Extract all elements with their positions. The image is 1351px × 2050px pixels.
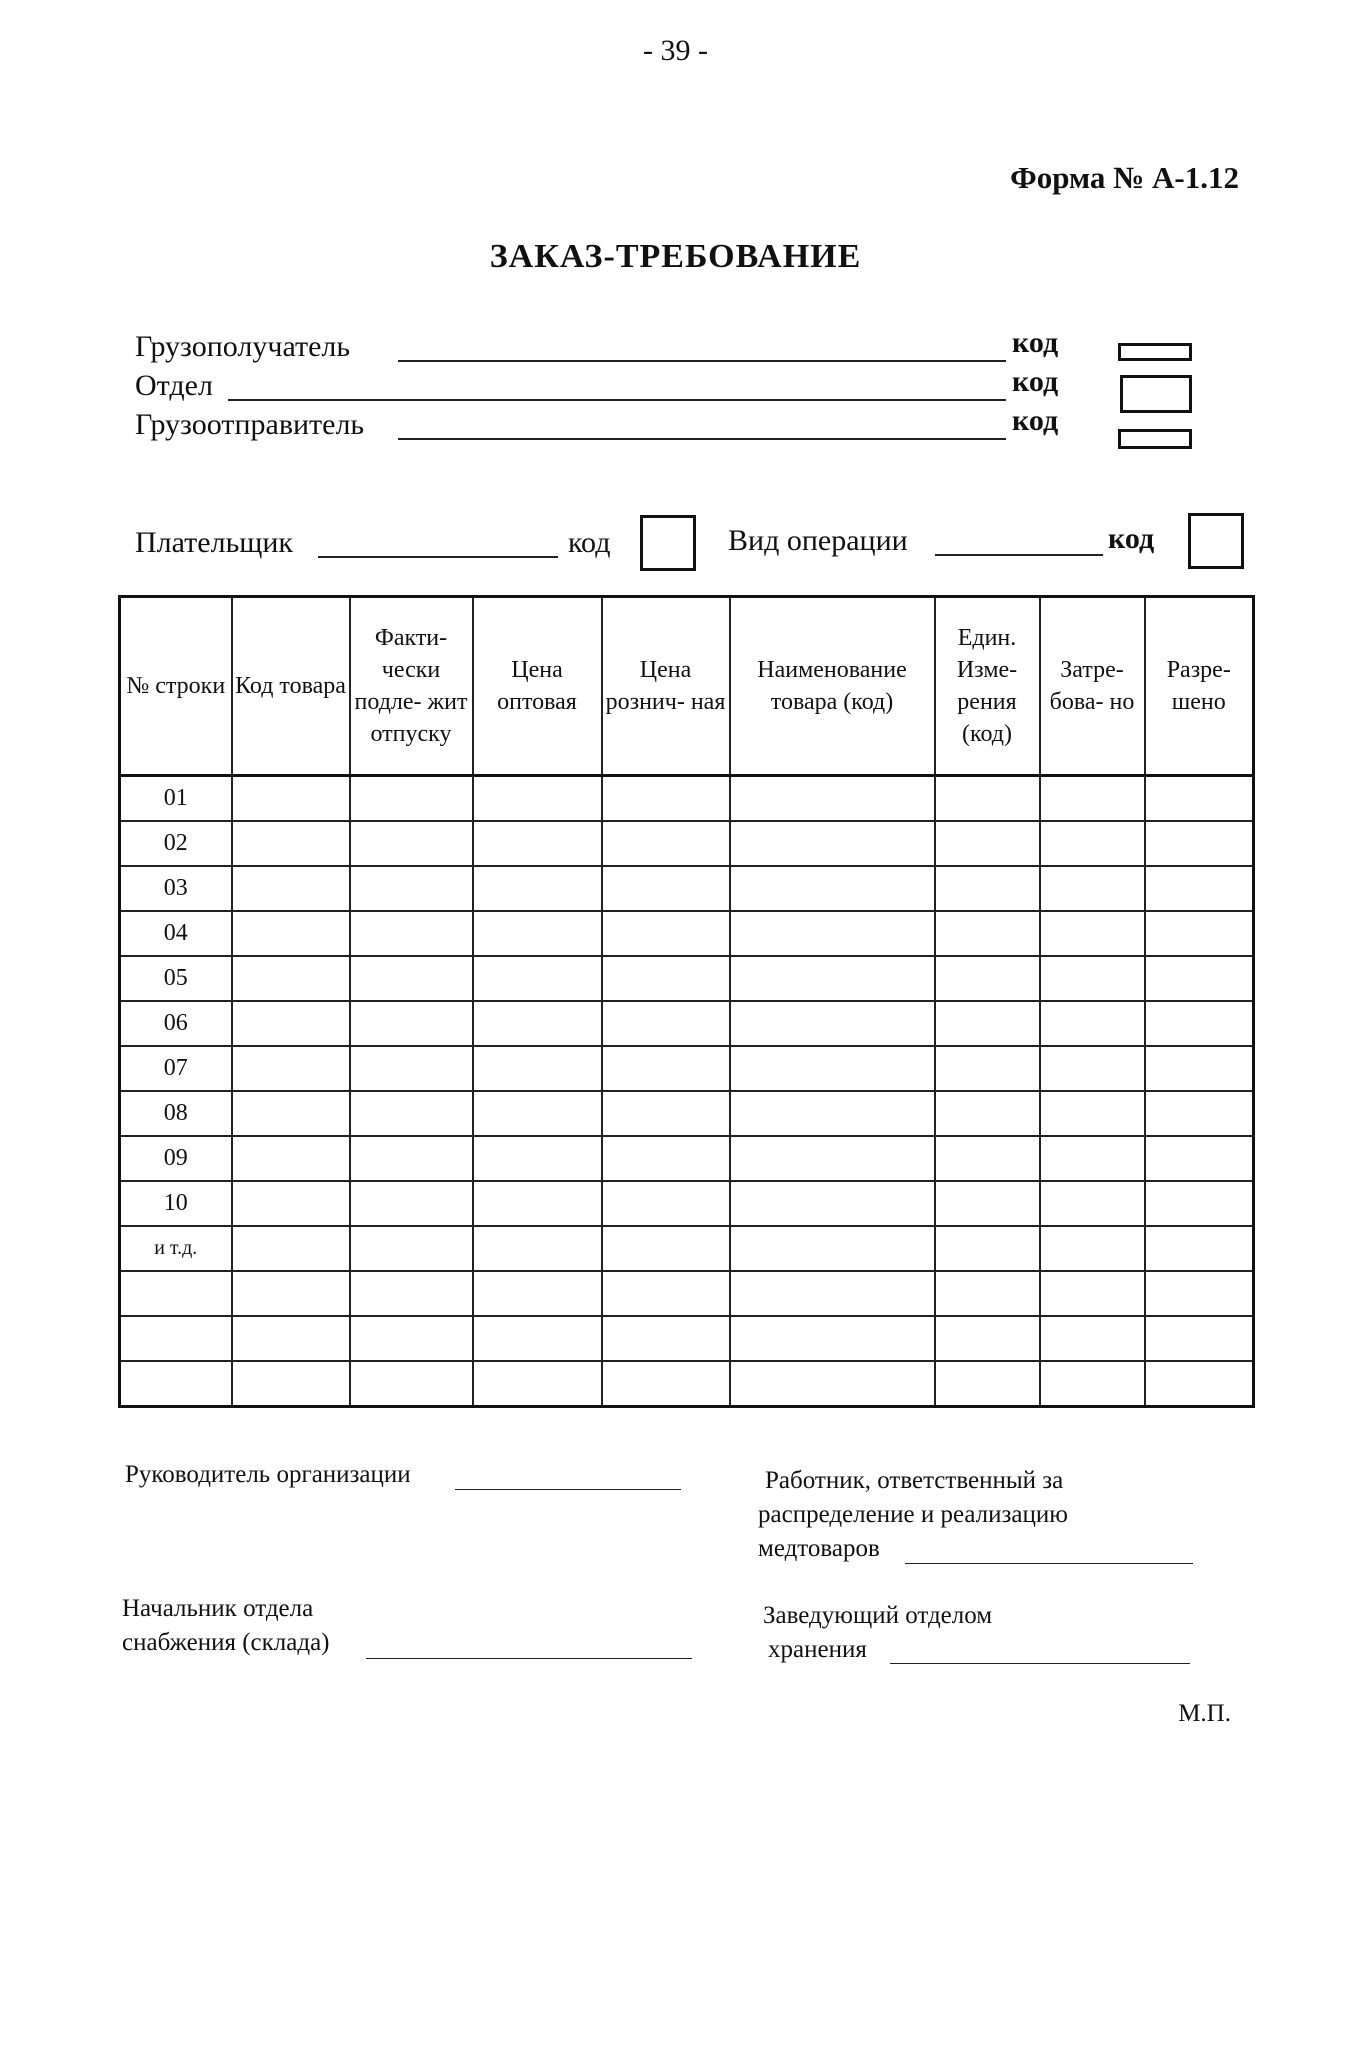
table-cell[interactable] [473,776,602,822]
table-cell[interactable] [935,1361,1040,1407]
table-cell[interactable] [232,866,350,911]
table-cell[interactable] [350,1361,473,1407]
table-cell[interactable] [1145,911,1254,956]
table-cell[interactable] [350,866,473,911]
table-cell[interactable] [730,911,935,956]
table-cell[interactable] [1145,866,1254,911]
table-row [120,1271,1254,1316]
table-cell[interactable] [473,1136,602,1181]
column-header: Един. Изме- рения (код) [935,597,1040,776]
table-cell[interactable] [1145,1181,1254,1226]
table-cell[interactable] [935,1091,1040,1136]
consignee-code-box[interactable] [1118,343,1192,361]
table-cell[interactable] [730,1181,935,1226]
payer-code-box[interactable] [640,515,696,571]
table-cell[interactable] [473,956,602,1001]
table-cell[interactable] [730,866,935,911]
table-row [120,1181,1254,1226]
table-cell[interactable] [1145,956,1254,1001]
table-row [120,911,1254,956]
table-cell[interactable] [730,1271,935,1316]
table-cell[interactable] [232,1316,350,1361]
table-cell[interactable] [935,911,1040,956]
table-cell[interactable] [1040,911,1145,956]
supply-head-label-line1: Начальник отдела [122,1595,314,1622]
table-cell[interactable] [1145,776,1254,822]
table-cell[interactable] [1145,1136,1254,1181]
column-header: Наименование товара (код) [730,597,935,776]
table-cell[interactable] [473,1181,602,1226]
table-cell[interactable] [602,1226,730,1271]
table-cell[interactable] [730,956,935,1001]
operation-type-input-line[interactable] [935,554,1103,556]
table-cell[interactable] [602,1316,730,1361]
table-cell[interactable] [730,1136,935,1181]
table-cell[interactable] [730,1361,935,1407]
table-cell[interactable] [232,1091,350,1136]
table-cell[interactable] [350,1226,473,1271]
table-row [120,776,1254,822]
table-body [120,776,1254,1407]
column-header: Факти- чески подле- жит отпуску [350,597,473,776]
operation-type-code-label: код [1108,522,1155,555]
shipper-label: Грузоотправитель [135,408,365,441]
row-number: 09 [120,1136,232,1181]
table-cell[interactable] [602,956,730,1001]
table-cell[interactable] [350,1091,473,1136]
table-cell[interactable] [232,1046,350,1091]
table-cell[interactable] [1040,1361,1145,1407]
table-cell[interactable] [935,866,1040,911]
table-row [120,1136,1254,1181]
table-cell[interactable] [473,866,602,911]
table-cell[interactable] [473,1271,602,1316]
shipper-code-box[interactable] [1118,429,1192,449]
table-cell[interactable] [473,1046,602,1091]
table-cell[interactable] [473,821,602,866]
table-cell[interactable] [730,1316,935,1361]
storage-head-signature-line[interactable] [890,1663,1190,1664]
document-title: ЗАКАЗ-ТРЕБОВАНИЕ [489,238,862,275]
table-cell[interactable] [232,1226,350,1271]
table-cell[interactable] [350,1136,473,1181]
table-cell[interactable] [350,1181,473,1226]
table-cell[interactable] [730,1226,935,1271]
table-row [120,1001,1254,1046]
table-cell[interactable] [350,776,473,822]
table-row [120,1091,1254,1136]
table-cell[interactable] [1040,776,1145,822]
table-cell[interactable] [602,1136,730,1181]
table-cell[interactable] [602,1091,730,1136]
consignee-input-line[interactable] [398,360,1006,362]
department-code-box[interactable] [1120,375,1192,413]
row-number [120,1316,232,1361]
row-number: 07 [120,1046,232,1091]
row-number: 10 [120,1181,232,1226]
table-cell[interactable] [935,821,1040,866]
table-cell[interactable] [1040,1271,1145,1316]
table-cell[interactable] [602,866,730,911]
table-cell[interactable] [1040,1046,1145,1091]
table-cell[interactable] [1145,1001,1254,1046]
operation-type-code-box[interactable] [1188,513,1244,569]
table-cell[interactable] [602,1181,730,1226]
table-cell[interactable] [232,956,350,1001]
responsible-signature-line[interactable] [905,1563,1193,1564]
table-cell[interactable] [350,1046,473,1091]
table-cell[interactable] [1040,821,1145,866]
page-number: - 39 - [643,34,708,67]
table-cell[interactable] [473,1316,602,1361]
table-cell[interactable] [935,776,1040,822]
row-number: 04 [120,911,232,956]
table-cell[interactable] [602,821,730,866]
table-cell[interactable] [602,1361,730,1407]
table-cell[interactable] [232,1361,350,1407]
row-number [120,1271,232,1316]
table-row [120,866,1254,911]
storage-head-label-line2: хранения [768,1636,867,1663]
table-cell[interactable] [1145,1361,1254,1407]
table-cell[interactable] [935,1136,1040,1181]
shipper-input-line[interactable] [398,438,1006,440]
org-head-label: Руководитель организации [125,1461,411,1488]
column-header: Цена рознич- ная [602,597,730,776]
responsible-label-line3: медтоваров [758,1535,880,1562]
shipper-code-label: код [1012,404,1059,437]
table-cell[interactable] [935,1001,1040,1046]
consignee-code-label: код [1012,326,1059,359]
payer-code-label: код [568,526,611,559]
column-header: Код товара [232,597,350,776]
consignee-label: Грузополучатель [135,330,351,363]
payer-input-line[interactable] [318,556,558,558]
table-cell[interactable] [232,911,350,956]
table-cell[interactable] [473,1001,602,1046]
table-row [120,1226,1254,1271]
operation-type-label: Вид операции [728,524,908,557]
items-table [118,595,1255,1408]
payer-label: Плательщик [135,526,293,559]
row-number: и т.д. [120,1226,232,1271]
table-cell[interactable] [232,1271,350,1316]
row-number: 01 [120,776,232,822]
table-cell[interactable] [1040,956,1145,1001]
table-cell[interactable] [473,1091,602,1136]
row-number: 06 [120,1001,232,1046]
responsible-label-line1: Работник, ответственный за [765,1467,1064,1494]
row-number: 02 [120,821,232,866]
table-cell[interactable] [1040,1091,1145,1136]
table-cell[interactable] [730,1046,935,1091]
table-cell[interactable] [1040,1316,1145,1361]
table-row [120,1361,1254,1407]
table-cell[interactable] [1145,1271,1254,1316]
table-cell[interactable] [350,1001,473,1046]
column-header: Цена оптовая [473,597,602,776]
department-input-line[interactable] [228,399,1006,401]
department-label: Отдел [135,369,213,402]
table-row [120,1316,1254,1361]
org-head-signature-line[interactable] [455,1489,681,1490]
column-header: № строки [120,597,232,776]
table-cell[interactable] [602,1046,730,1091]
stamp-placeholder: М.П. [1178,1700,1231,1727]
table-cell[interactable] [350,911,473,956]
row-number: 03 [120,866,232,911]
table-cell[interactable] [935,1271,1040,1316]
table-cell[interactable] [1040,866,1145,911]
department-code-label: код [1012,365,1059,398]
form-number: Форма № А-1.12 [1010,160,1239,195]
supply-head-label-line2: снабжения (склада) [122,1629,330,1656]
row-number: 08 [120,1091,232,1136]
table-cell[interactable] [232,776,350,822]
table-cell[interactable] [602,776,730,822]
table-row [120,956,1254,1001]
table-cell[interactable] [1040,1001,1145,1046]
table-cell[interactable] [350,1316,473,1361]
table-row [120,1046,1254,1091]
column-header: Затре- бова- но [1040,597,1145,776]
table-header-row [120,597,1254,776]
storage-head-label-line1: Заведующий отделом [763,1602,993,1629]
table-cell[interactable] [350,1271,473,1316]
table-cell[interactable] [1040,1181,1145,1226]
table-cell[interactable] [730,1001,935,1046]
table-cell[interactable] [1145,1316,1254,1361]
table-cell[interactable] [935,1046,1040,1091]
table-cell[interactable] [1145,821,1254,866]
table-cell[interactable] [730,776,935,822]
table-cell[interactable] [602,1001,730,1046]
table-cell[interactable] [935,1316,1040,1361]
row-number [120,1361,232,1407]
row-number: 05 [120,956,232,1001]
table-cell[interactable] [935,1226,1040,1271]
table-cell[interactable] [1040,1226,1145,1271]
table-cell[interactable] [935,1181,1040,1226]
table-cell[interactable] [1145,1226,1254,1271]
table-row [120,821,1254,866]
supply-head-signature-line[interactable] [366,1658,692,1659]
table-cell[interactable] [1145,1091,1254,1136]
table-cell[interactable] [232,821,350,866]
column-header: Разре- шено [1145,597,1254,776]
table-cell[interactable] [730,821,935,866]
table-cell[interactable] [935,956,1040,1001]
table-cell[interactable] [473,1226,602,1271]
table-cell[interactable] [473,911,602,956]
table-cell[interactable] [350,956,473,1001]
table-cell[interactable] [1145,1046,1254,1091]
table-cell[interactable] [232,1136,350,1181]
table-cell[interactable] [350,821,473,866]
table-cell[interactable] [730,1091,935,1136]
table-cell[interactable] [232,1001,350,1046]
table-cell[interactable] [602,1271,730,1316]
table-cell[interactable] [1040,1136,1145,1181]
responsible-label-line2: распределение и реализацию [758,1501,1068,1528]
table-cell[interactable] [232,1181,350,1226]
table-cell[interactable] [602,911,730,956]
table-cell[interactable] [473,1361,602,1407]
